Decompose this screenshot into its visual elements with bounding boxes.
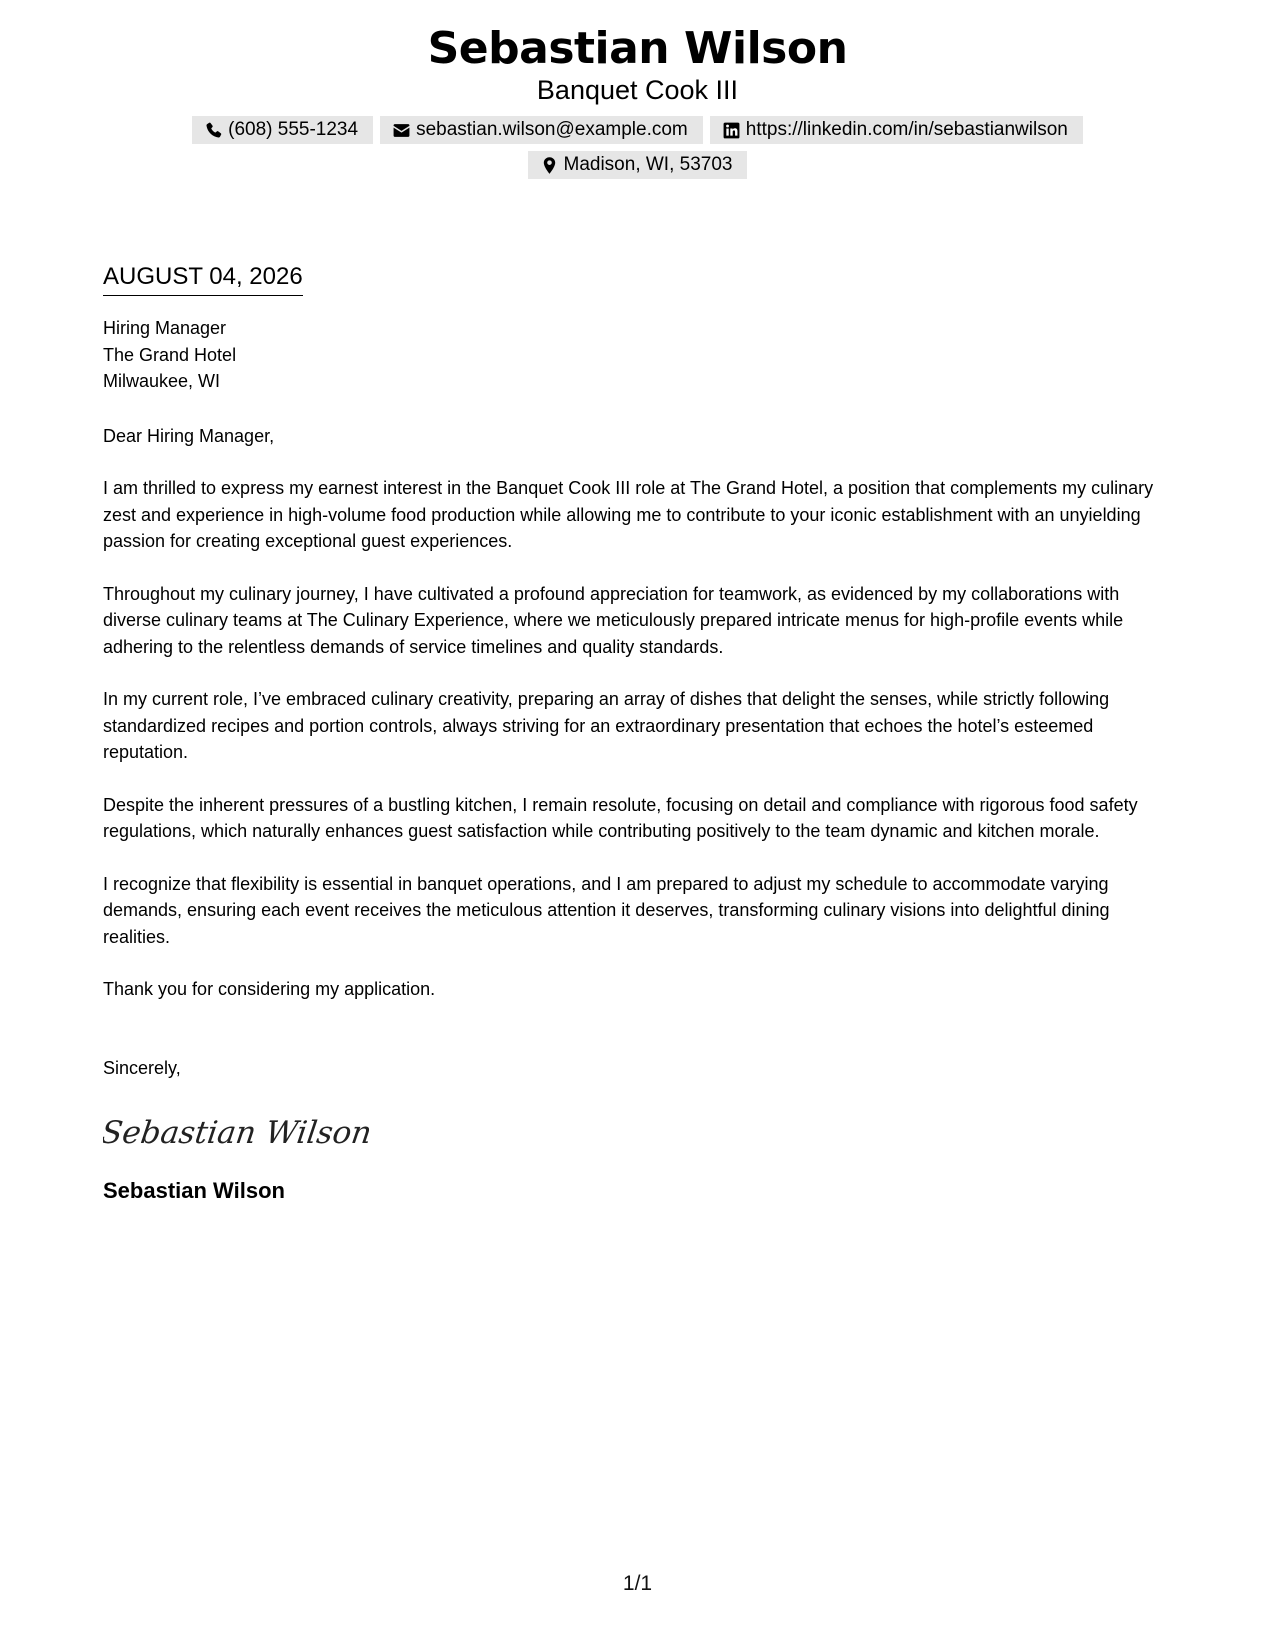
letter-header [0, 22, 1275, 179]
contact-location [528, 151, 748, 179]
contact-row-primary [0, 116, 1275, 144]
contact-linkedin-text: https://linkedin.com/in/sebastianwilson [745, 119, 1068, 140]
closing-thanks: Thank you for considering my application. [103, 979, 436, 999]
contact-location-text: Madison, WI, 53703 [563, 154, 733, 175]
handwritten-signature [103, 1107, 1178, 1157]
applicant-name: Sebastian Wilson [427, 23, 848, 74]
body-paragraph: I am thrilled to express my earnest interest in the Banquet Cook III role at The Grand Hotel, a position that complements my culinary zest and experience in high-volume food production while allowing me to contribute to your iconic establishment with an unyielding passion for creating exceptional guest experiences. [103, 478, 1154, 551]
envelope-icon [392, 121, 411, 140]
body-paragraph: In my current role, I’ve embraced culinary creativity, preparing an array of dishes that delight the senses, while strictly following standardized recipes and portion controls, always striving for an extraordinary presentation that echoes the hotel’s esteemed reputation. [103, 689, 1110, 762]
contact-email[interactable] [380, 116, 703, 144]
body-paragraph: Throughout my culinary journey, I have cultivated a profound appreciation for teamwork, as evidenced by my collaborations with diverse culinary teams at The Culinary Experience, where we meticulously prepared intricate menus for high-profile events while adhering to the relentless demands of service timelines and quality standards. [103, 583, 1124, 657]
recipient-company: The Grand Hotel [103, 344, 237, 365]
page-number: 1/1 [622, 1572, 653, 1595]
signature-text: Sebastian Wilson [103, 1115, 373, 1151]
contact-phone-text: (608) 555-1234 [228, 119, 359, 140]
contact-linkedin[interactable] [710, 116, 1083, 144]
body-paragraph: I recognize that flexibility is essential in banquet operations, and I am prepared to adjust my schedule to accommodate varying demands, ensuring each event receives the meticulous attention it deserves, transforming culinary visions into delightful dining realities. [103, 873, 1110, 947]
signer-name: Sebastian Wilson [103, 1178, 285, 1203]
recipient-location: Milwaukee, WI [103, 371, 221, 391]
linkedin-icon [722, 121, 741, 140]
phone-icon [204, 121, 223, 140]
closing: Sincerely, [103, 1057, 181, 1078]
map-marker-icon [540, 156, 559, 175]
contact-phone[interactable] [192, 116, 373, 144]
signature-image [103, 1107, 373, 1157]
contact-email-text: sebastian.wilson@example.com [416, 119, 688, 140]
body-paragraph: Despite the inherent pressures of a bustling kitchen, I remain resolute, focusing on detail and compliance with rigorous food safety regulations, which naturally enhances guest satisfaction while contributing positively to the team dynamic and kitchen morale. [103, 794, 1138, 841]
letter-date: AUGUST 04, 2026 [103, 262, 303, 296]
applicant-job-title: Banquet Cook III [536, 75, 739, 105]
letter-body [103, 262, 1178, 1205]
recipient-name: Hiring Manager [103, 318, 227, 338]
contact-row-secondary [0, 151, 1275, 179]
salutation: Dear Hiring Manager, [103, 425, 275, 446]
recipient-block [103, 315, 1178, 395]
